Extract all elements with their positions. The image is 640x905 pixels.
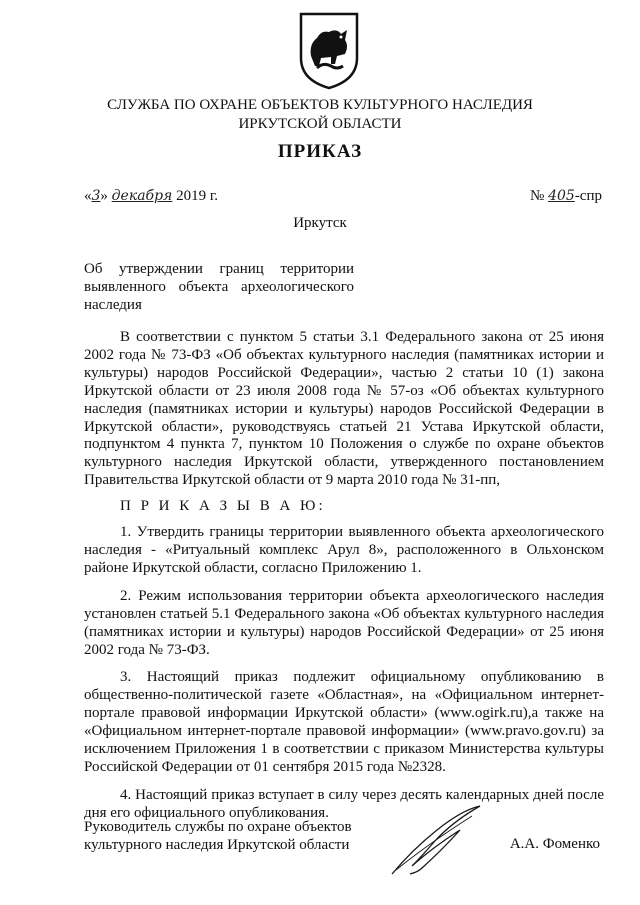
signer-position-line-1: Руководитель службы по охране объектов xyxy=(84,819,352,835)
city: Иркутск xyxy=(293,215,347,231)
org-line-1: СЛУЖБА ПО ОХРАНЕ ОБЪЕКТОВ КУЛЬТУРНОГО НАСЛЕДИЯ xyxy=(107,97,533,113)
preamble-paragraph: В соответствии с пунктом 5 статьи 3.1 Федерального закона от 25 июня 2002 года № 73-ФЗ «Об объектах культурного наследия (памятниках истории и культуры) народов Российской Федерации», частью 2 статьи 10 (1) закона Иркутской области от 23 июля 2008 года № 57-оз «Об объектах культурного наследия (памятниках истории и культуры) народов Российской Федерации в Иркутской области», руководствуясь статьей 21 Устава Иркутской области, подпунктом 4 пункта 7, пунктом 10 Положения о службе по охране объектов культурного наследия Иркутской области, утвержденного постановлением Правительства Иркутской области от 9 марта 2010 года № 31-пп, xyxy=(84,329,604,489)
document-date xyxy=(84,188,218,205)
order-item-4: 4. Настоящий приказ вступает в силу через десять календарных дней после дня его официального опубликования. xyxy=(84,786,604,821)
number-prefix: № xyxy=(530,188,545,204)
document-number xyxy=(530,188,602,205)
signer-position-line-2: культурного наследия Иркутской области xyxy=(84,837,350,853)
signature-icon xyxy=(382,800,492,880)
signer-name: А.А. Фоменко xyxy=(509,836,600,852)
date-day: 3 xyxy=(91,188,101,204)
number-suffix: -спр xyxy=(574,188,602,204)
order-word: П Р И К А З Ы В А Ю: xyxy=(120,498,326,515)
order-item-1: 1. Утвердить границы территории выявленного объекта археологического наследия - «Ритуальный комплекс Арул 8», расположенного в Ольхонском районе Иркутской области, согласно Приложению 1. xyxy=(84,524,604,576)
number-value: 405 xyxy=(548,188,575,204)
signer-position xyxy=(84,818,384,854)
order-item-2: 2. Режим использования территории объекта археологического наследия установлен статьей 5.1 Федерального закона «Об объектах культурного наследия (памятниках истории и культуры) народов Российской Федерации» от 25 июня 2002 года № 73-ФЗ. xyxy=(84,587,604,658)
date-close-quote: » xyxy=(100,188,108,204)
order-item-3: 3. Настоящий приказ подлежит официальному опубликованию в общественно-политической газете «Областная», на «Официальном интернет-портале правовой информации Иркутской области» (www.ogirk.ru),а также на «Официальном интернет-портале правовой информации» (www.pravo.gov.ru) за исключением Приложения 1 в соответствии с приказом Министерства культуры Российской Федерации от 01 сентября 2015 года №2328. xyxy=(84,669,604,775)
document-subject: Об утверждении границ территории выявленного объекта археологического наследия xyxy=(84,261,354,313)
organization-name xyxy=(60,96,580,134)
document-title: ПРИКАЗ xyxy=(277,141,363,162)
org-line-2: ИРКУТСКОЙ ОБЛАСТИ xyxy=(238,116,402,132)
date-year: 2019 г. xyxy=(176,188,219,204)
document-body xyxy=(84,329,604,823)
coat-of-arms-icon xyxy=(297,10,361,90)
date-open-quote: « xyxy=(84,188,92,204)
date-month: декабря xyxy=(111,188,173,204)
